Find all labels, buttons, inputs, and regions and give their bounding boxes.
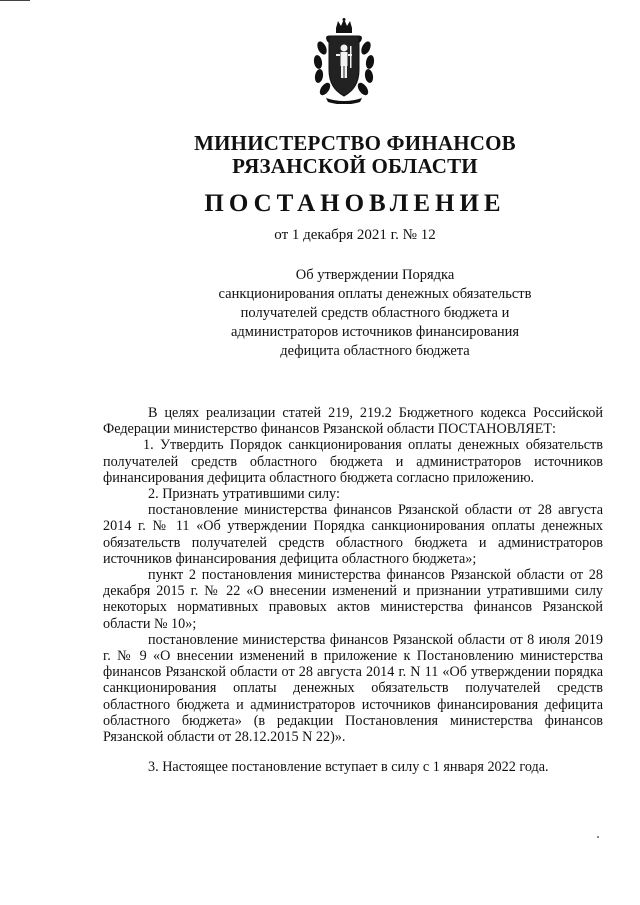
item-1-paragraph: 1. Утвердить Порядок санкционирования оплаты денежных обязательств получателей средств областного бюджета и администраторов источников финансирования дефицита областного бюджета согласно приложению. <box>103 437 603 486</box>
coat-of-arms-icon <box>312 18 376 104</box>
ministry-line-1: МИНИСТЕРСТВО ФИНАНСОВ <box>194 131 516 155</box>
item-2a-paragraph: постановление министерства финансов Рязанской области от 28 августа 2014 г. № 11 «Об утверждении Порядка санкционирования оплаты денежных обязательств получателей средств областного бюджета и администраторов источников финансирования дефицита областного бюджета»; <box>103 502 603 567</box>
subject-line: Об утверждении Порядка <box>295 267 455 283</box>
scan-corner-mark <box>0 0 30 5</box>
ministry-name <box>150 132 560 178</box>
ribbon-icon <box>326 98 362 104</box>
item-2c-paragraph: постановление министерства финансов Рязанской области от 8 июля 2019 г. № 9 «О внесении изменений в приложение к Постановлению министерства финансов Рязанской области от 28 августа 2014 г. N 11 «Об утверждении порядка санкционирования оплаты денежных обязательств получателей средств областного бюджета и администраторов источников финансирования дефицита областного бюджета» (в редакции Постановления министерства финансов Рязанской области от 28.12.2015 N 22)». <box>103 631 603 746</box>
crown-icon <box>336 18 352 33</box>
document-body <box>103 405 603 775</box>
document-subject <box>205 266 545 361</box>
document-date-number: от 1 декабря 2021 г. № 12 <box>274 227 436 243</box>
item-2-title: 2. Признать утратившими силу: <box>148 486 340 503</box>
subject-line: получателей средств областного бюджета и <box>240 305 510 321</box>
item-2b-paragraph: пункт 2 постановления министерства финансов Рязанской области от 28 декабря 2015 г. № 22 «О внесении изменений и признании утратившими силу некоторых нормативных правовых актов министерства финансов Рязанской области № 10»; <box>103 567 603 632</box>
subject-line: администраторов источников финансирования <box>230 324 520 340</box>
scan-dot-mark <box>597 836 599 838</box>
item-3-paragraph: 3. Настоящее постановление вступает в силу с 1 января 2022 года. <box>148 759 549 776</box>
subject-line: санкционирования оплаты денежных обязательств <box>218 286 532 302</box>
document-type-title: ПОСТАНОВЛЕНИЕ <box>204 190 506 217</box>
subject-line: дефицита областного бюджета <box>280 343 470 359</box>
ministry-line-2: РЯЗАНСКОЙ ОБЛАСТИ <box>232 154 478 178</box>
preamble-paragraph: В целях реализации статей 219, 219.2 Бюджетного кодекса Российской Федерации министерство финансов Рязанской области ПОСТАНОВЛЯЕТ: <box>103 405 603 438</box>
